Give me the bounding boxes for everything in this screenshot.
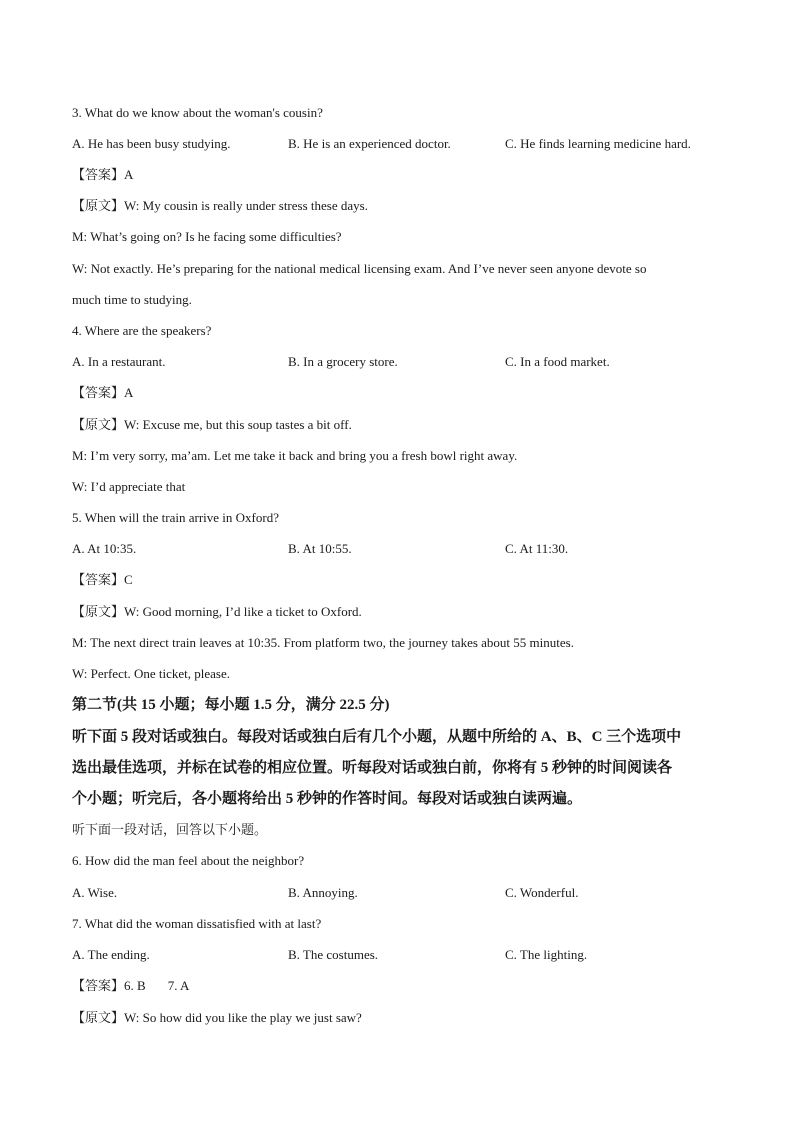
q7-option-c: C. The lighting. — [505, 947, 588, 962]
section-heading: 第二节(共 15 小题；每小题 1.5 分，满分 22.5 分) — [72, 697, 390, 713]
answer-6: 6. B — [124, 978, 146, 993]
q4-option-b: B. In a grocery store. — [288, 354, 398, 369]
q3-transcript-line: much time to studying. — [72, 292, 192, 307]
q4-option-c: C. In a food market. — [505, 354, 610, 369]
question-6: 6. How did the man feel about the neighbor? — [72, 853, 305, 868]
q6-option-a: A. Wise. — [72, 885, 118, 900]
q4-transcript-line: 【原文】W: Excuse me, but this soup tastes a bit off. — [72, 417, 352, 432]
q6-q7-transcript-line: 【原文】W: So how did you like the play we just saw? — [72, 1010, 362, 1025]
q3-option-b: B. He is an experienced doctor. — [288, 136, 451, 151]
q6-option-c: C. Wonderful. — [505, 885, 579, 900]
q3-option-c: C. He finds learning medicine hard. — [505, 136, 691, 151]
section-instructions-line: 听下面 5 段对话或独白。每段对话或独白后有几个小题，从题中所给的 A、B、C 三个选项中 — [72, 729, 682, 745]
q4-transcript-line: W: I’d appreciate that — [72, 479, 186, 494]
section-instructions-line: 选出最佳选项，并标在试卷的相应位置。听每段对话或独白前，你将有 5 秒钟的时间阅读各 — [72, 760, 673, 776]
q5-option-c: C. At 11:30. — [505, 541, 569, 556]
answer-label: 【答案】 — [72, 978, 125, 993]
question-7: 7. What did the woman dissatisfied with at last? — [72, 916, 322, 931]
q4-option-a: A. In a restaurant. — [72, 354, 166, 369]
answer-7: 7. A — [167, 978, 190, 993]
q4-transcript-line: M: I’m very sorry, ma’am. Let me take it back and bring you a fresh bowl right away. — [72, 448, 518, 463]
q7-option-b: B. The costumes. — [288, 947, 379, 962]
q3-option-a: A. He has been busy studying. — [72, 136, 231, 151]
q3-answer: 【答案】A — [72, 167, 134, 182]
question-4: 4. Where are the speakers? — [72, 323, 212, 338]
q5-option-b: B. At 10:55. — [288, 541, 352, 556]
section-intro: 听下面一段对话，回答以下小题。 — [72, 822, 268, 837]
q3-transcript-line: 【原文】W: My cousin is really under stress these days. — [72, 198, 368, 213]
q4-answer: 【答案】A — [72, 385, 134, 400]
question-5: 5. When will the train arrive in Oxford? — [72, 510, 279, 525]
question-3: 3. What do we know about the woman's cousin? — [72, 105, 323, 120]
q6-q7-answer — [72, 978, 189, 994]
q7-option-a: A. The ending. — [72, 947, 150, 962]
q3-transcript-line: M: What’s going on? Is he facing some difficulties? — [72, 229, 342, 244]
q5-answer: 【答案】C — [72, 572, 133, 587]
q5-transcript-line: W: Perfect. One ticket, please. — [72, 666, 230, 681]
q5-transcript-line: M: The next direct train leaves at 10:35. From platform two, the journey takes about 55 minutes. — [72, 635, 574, 650]
q5-transcript-line: 【原文】W: Good morning, I’d like a ticket to Oxford. — [72, 604, 362, 619]
q6-option-b: B. Annoying. — [288, 885, 358, 900]
q5-option-a: A. At 10:35. — [72, 541, 137, 556]
q3-transcript-line: W: Not exactly. He’s preparing for the national medical licensing exam. And I’ve never seen anyone devote so — [72, 261, 647, 276]
section-instructions-line: 个小题；听完后，各小题将给出 5 秒钟的作答时间。每段对话或独白读两遍。 — [72, 791, 583, 807]
